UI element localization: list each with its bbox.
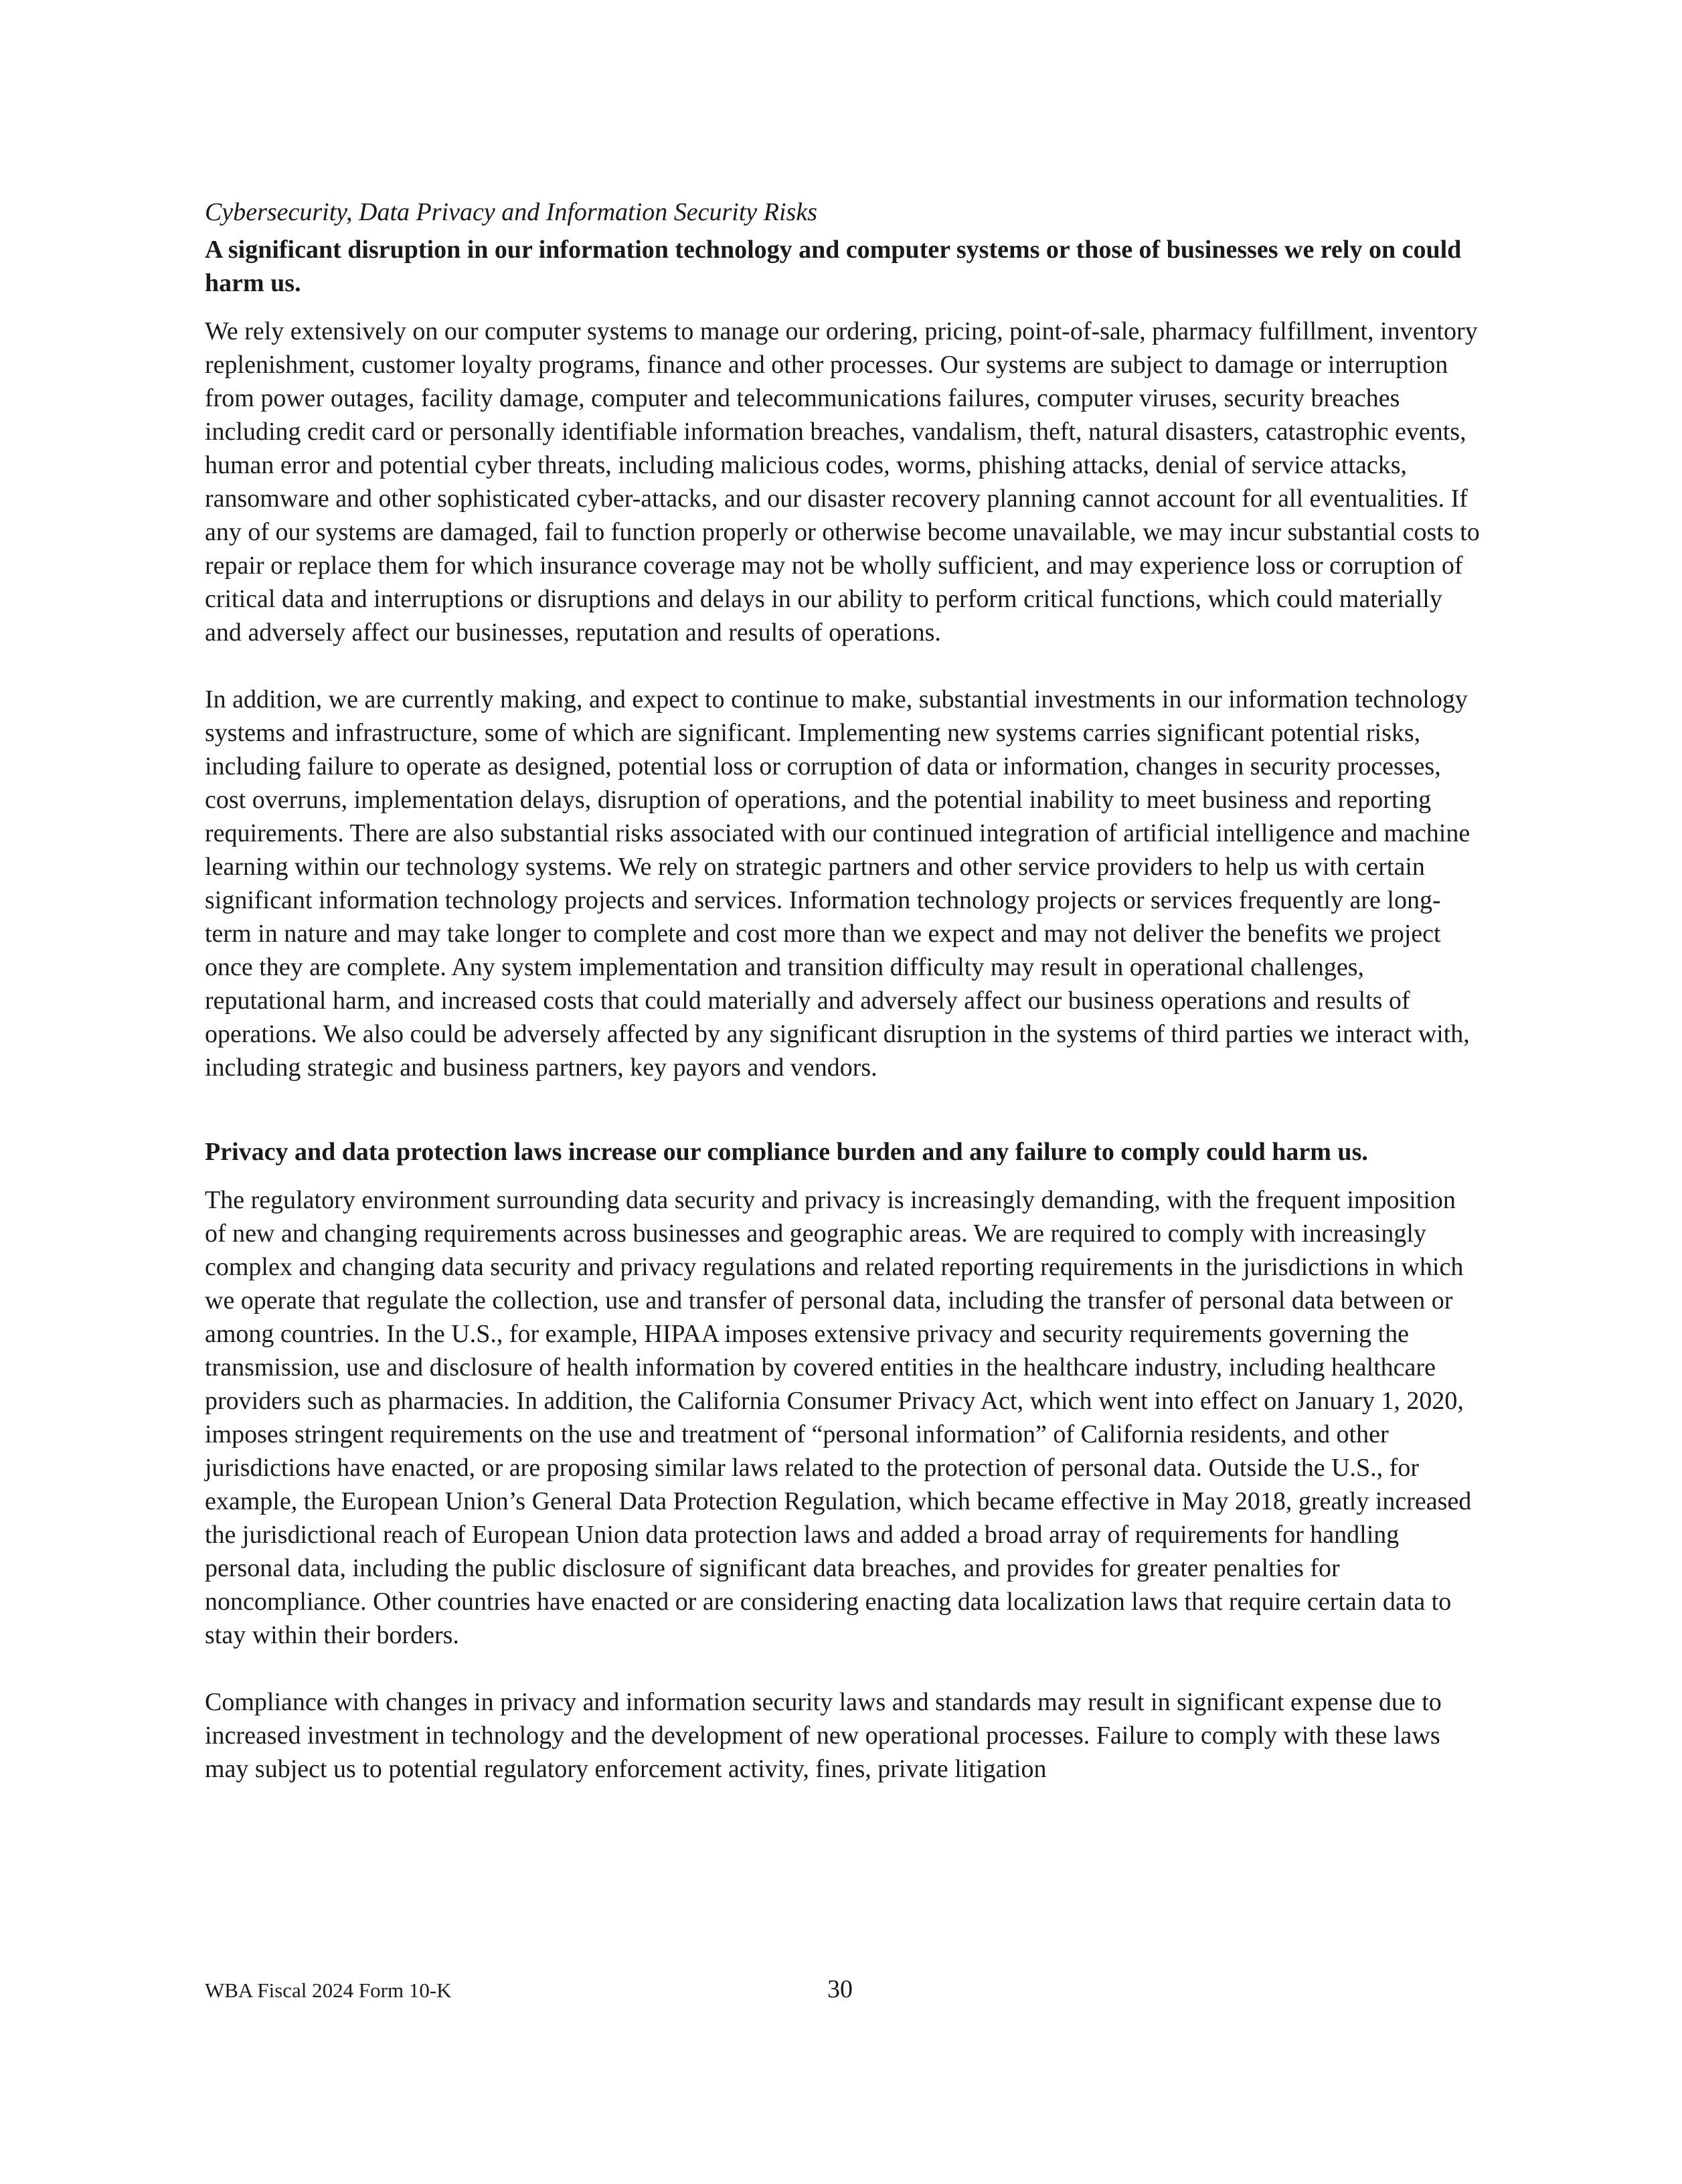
paragraph: Compliance with changes in privacy and information security laws and standards may result in significant expense due to increased investment in technology and the development of new operational processes. Failure to comply with these laws may subject us to potential regulatory enforcement activity, fines, private litigation [205, 1688, 1442, 1783]
page-number: 30 [827, 1975, 853, 2003]
page-content [205, 195, 1483, 1786]
section-label: Cybersecurity, Data Privacy and Information Security Risks [205, 198, 817, 226]
paragraph: We rely extensively on our computer systems to manage our ordering, pricing, point-of-sale, pharmacy fulfillment, inventory replenishment, customer loyalty programs, finance and other processes. Our systems are subject to damage or interruption from power outages, facility damage, computer and telecommunications failures, computer viruses, security breaches including credit card or personally identifiable information breaches, vandalism, theft, natural disasters, catastrophic events, human error and potential cyber threats, including malicious codes, worms, phishing attacks, denial of service attacks, ransomware and other sophisticated cyber-attacks, and our disaster recovery planning cannot account for all eventualities. If any of our systems are damaged, fail to function properly or otherwise become unavailable, we may incur substantial costs to repair or replace them for which insurance coverage may not be wholly sufficient, and may experience loss or corruption of critical data and interruptions or disruptions and delays in our ability to perform critical functions, which could materially and adversely affect our businesses, reputation and results of operations. [205, 317, 1480, 647]
risk-heading-privacy-laws: Privacy and data protection laws increase our compliance burden and any failure to comply could harm us. [205, 1138, 1368, 1166]
footer-document-title: WBA Fiscal 2024 Form 10-K [205, 1979, 452, 2002]
paragraph: In addition, we are currently making, and expect to continue to make, substantial investments in our information technology systems and infrastructure, some of which are significant. Implementing new systems carries significant potential risks, including failure to operate as designed, potential loss or corruption of data or information, changes in security processes, cost overruns, implementation delays, disruption of operations, and the potential inability to meet business and reporting requirements. There are also substantial risks associated with our continued integration of artificial intelligence and machine learning within our technology systems. We rely on strategic partners and other service providers to help us with certain significant information technology projects and services. Information technology projects or services frequently are long-term in nature and may take longer to complete and cost more than we expect and may not deliver the benefits we project once they are complete. Any system implementation and transition difficulty may result in operational challenges, reputational harm, and increased costs that could materially and adversely affect our business operations and results of operations. We also could be adversely affected by any significant disruption in the systems of third parties we interact with, including strategic and business partners, key payors and vendors. [205, 685, 1470, 1082]
paragraph: The regulatory environment surrounding data security and privacy is increasingly demanding, with the frequent imposition of new and changing requirements across businesses and geographic areas. We are required to comply with increasingly complex and changing data security and privacy regulations and related reporting requirements in the jurisdictions in which we operate that regulate the collection, use and transfer of personal data, including the transfer of personal data between or among countries. In the U.S., for example, HIPAA imposes extensive privacy and security requirements governing the transmission, use and disclosure of health information by covered entities in the healthcare industry, including healthcare providers such as pharmacies. In addition, the California Consumer Privacy Act, which went into effect on January 1, 2020, imposes stringent requirements on the use and treatment of “personal information” of California residents, and other jurisdictions have enacted, or are proposing similar laws related to the protection of personal data. Outside the U.S., for example, the European Union’s General Data Protection Regulation, which became effective in May 2018, greatly increased the jurisdictional reach of European Union data protection laws and added a broad array of requirements for handling personal data, including the public disclosure of significant data breaches, and provides for greater penalties for noncompliance. Other countries have enacted or are considering enacting data localization laws that require certain data to stay within their borders. [205, 1186, 1472, 1649]
risk-heading-it-disruption: A significant disruption in our information technology and computer systems or those of businesses we rely on could harm us. [205, 236, 1462, 297]
page-footer [205, 1975, 1483, 2008]
